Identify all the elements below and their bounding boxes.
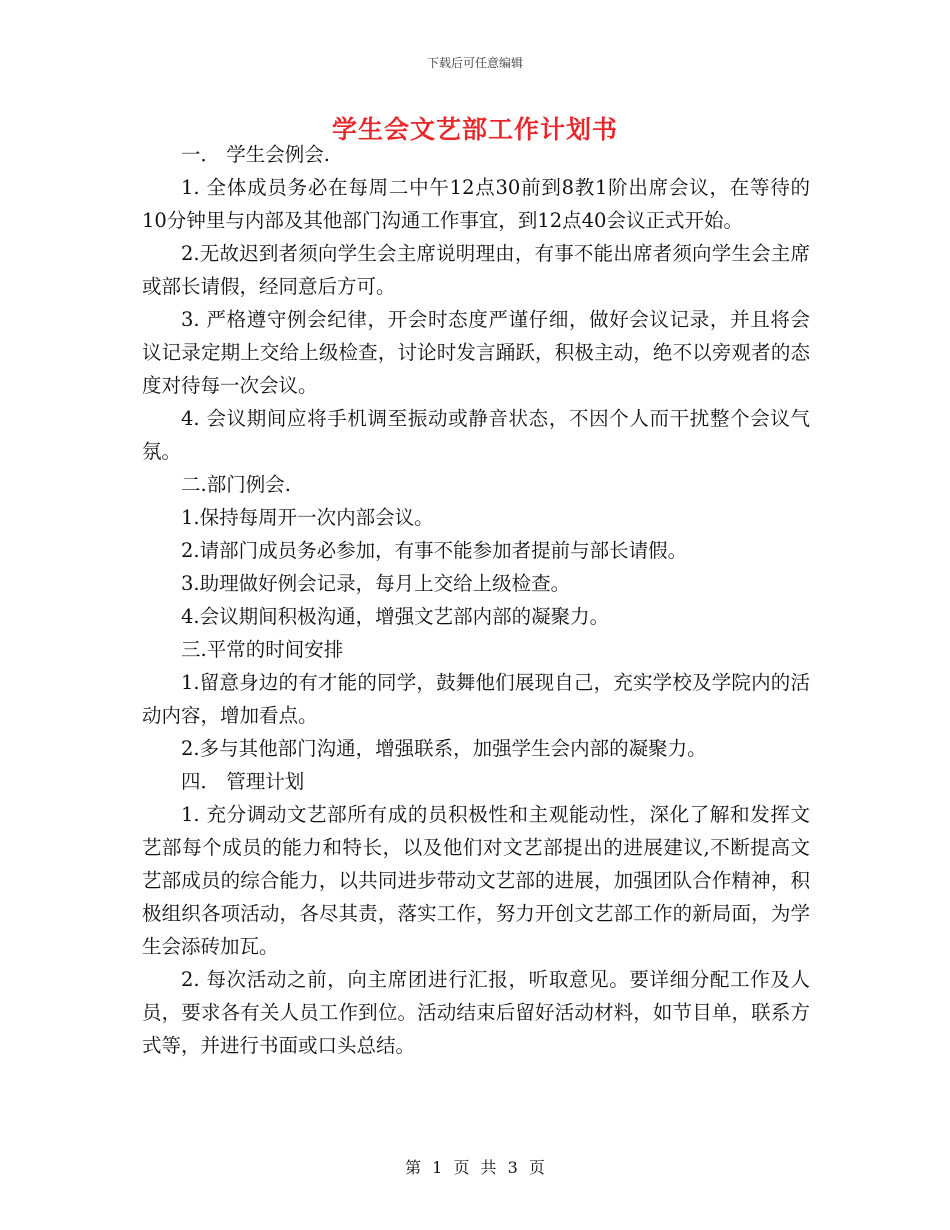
page-footer: 第 1 页 共 3 页 — [405, 1158, 545, 1177]
paragraph: 1.保持每周开一次内部会议。 — [181, 506, 434, 529]
section-heading-3: 三.平常的时间安排 — [181, 638, 344, 661]
document-title: 学生会文艺部工作计划书 — [331, 115, 618, 144]
paragraph: 1. 全体成员务必在每周二中午12点30前到8教1阶出席会议，在等待的10分钟里与内部及其他部门沟通工作事宜，到12点40会议正式开始。 — [142, 176, 810, 232]
paragraph: 2. 每次活动之前，向主席团进行汇报，听取意见。要详细分配工作及人员，要求各有关人员工作到位。活动结束后留好活动材料，如节目单，联系方式等，并进行书面或口头总结。 — [142, 968, 810, 1057]
section-heading-4: 四． 管理计划 — [181, 770, 305, 793]
paragraph: 2.多与其他部门沟通，增强联系，加强学生会内部的凝聚力。 — [181, 737, 707, 760]
paragraph: 4.会议期间积极沟通，增强文艺部内部的凝聚力。 — [181, 605, 610, 628]
paragraph: 3.助理做好例会记录，每月上交给上级检查。 — [181, 572, 571, 595]
document-body — [142, 138, 810, 1062]
page-header: 下载后可任意编辑 — [426, 56, 523, 70]
paragraph: 1.留意身边的有才能的同学，鼓舞他们展现自己，充实学校及学院内的活动内容，增加看点。 — [142, 671, 810, 727]
paragraph: 4. 会议期间应将手机调至振动或静音状态，不因个人而干扰整个会议气氛。 — [142, 407, 810, 463]
paragraph: 3. 严格遵守例会纪律，开会时态度严谨仔细，做好会议记录，并且将会议记录定期上交给上级检查，讨论时发言踊跃，积极主动，绝不以旁观者的态度对待每一次会议。 — [142, 308, 810, 397]
paragraph: 2.无故迟到者须向学生会主席说明理由，有事不能出席者须向学生会主席或部长请假，经同意后方可。 — [142, 242, 810, 298]
paragraph: 2.请部门成员务必参加，有事不能参加者提前与部长请假。 — [181, 539, 688, 562]
paragraph: 1. 充分调动文艺部所有成的员积极性和主观能动性，深化了解和发挥文艺部每个成员的能力和特长，以及他们对文艺部提出的进展建议,不断提高文艺部成员的综合能力，以共同进步带动文艺部的进展，加强团队合作精神，积极组织各项活动，各尽其责，落实工作，努力开创文艺部工作的新局面，为学生会添砖加瓦。 — [142, 803, 810, 958]
section-heading-2: 二.部门例会. — [181, 473, 291, 496]
section-heading-1: 一． 学生会例会. — [181, 143, 330, 166]
